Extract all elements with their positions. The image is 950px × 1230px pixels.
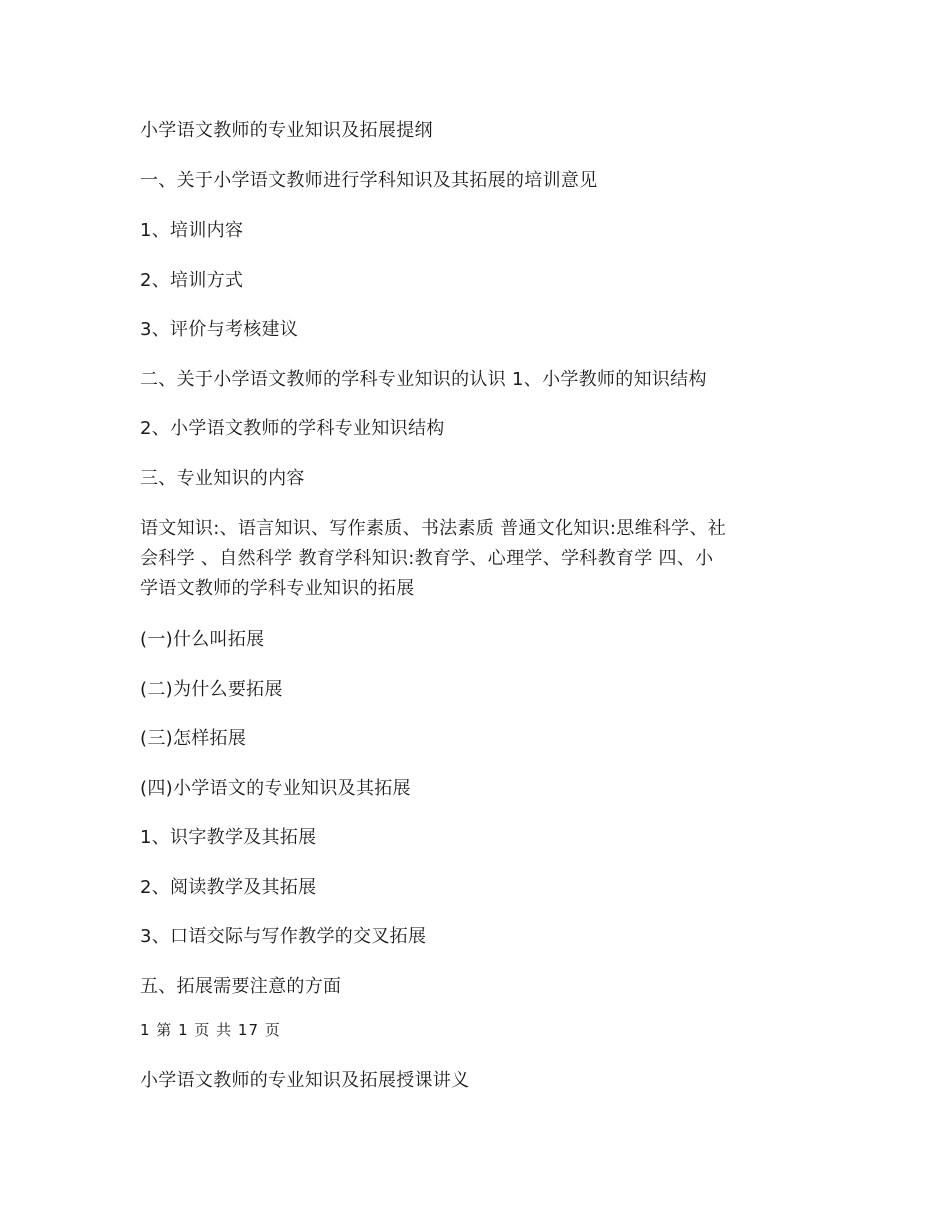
next-section-title: 小学语文教师的专业知识及拓展授课讲义 [140,1070,470,1091]
outline-line: 1、识字教学及其拓展 [140,827,317,848]
content-paragraph [140,514,820,604]
outline-line: 三、专业知识的内容 [140,468,305,489]
outline-line: (三)怎样拓展 [140,728,247,749]
outline-line: 3、口语交际与写作教学的交叉拓展 [140,926,427,947]
paragraph-line: 学语文教师的学科专业知识的拓展 [140,578,415,599]
outline-line: 二、关于小学语文教师的学科专业知识的认识 1、小学教师的知识结构 [140,369,707,390]
page-footer: 1 第 1 页 共 17 页 [140,1021,281,1039]
outline-line: 一、关于小学语文教师进行学科知识及其拓展的培训意见 [140,170,598,191]
outline-line: 1、培训内容 [140,220,244,241]
outline-line: (二)为什么要拓展 [140,679,283,700]
document-title: 小学语文教师的专业知识及拓展提纲 [140,120,433,141]
outline-line: 2、小学语文教师的学科专业知识结构 [140,418,445,439]
outline-line: (四)小学语文的专业知识及其拓展 [140,778,411,799]
paragraph-line: 语文知识:、语言知识、写作素质、书法素质 普通文化知识:思维科学、社 [140,518,727,539]
outline-line: 2、培训方式 [140,270,244,291]
outline-line: (一)什么叫拓展 [140,629,265,650]
paragraph-line: 会科学 、自然科学 教育学科知识:教育学、心理学、学科教育学 四、小 [140,548,714,569]
outline-line: 3、评价与考核建议 [140,319,299,340]
outline-line: 2、阅读教学及其拓展 [140,877,317,898]
outline-line: 五、拓展需要注意的方面 [140,976,342,997]
